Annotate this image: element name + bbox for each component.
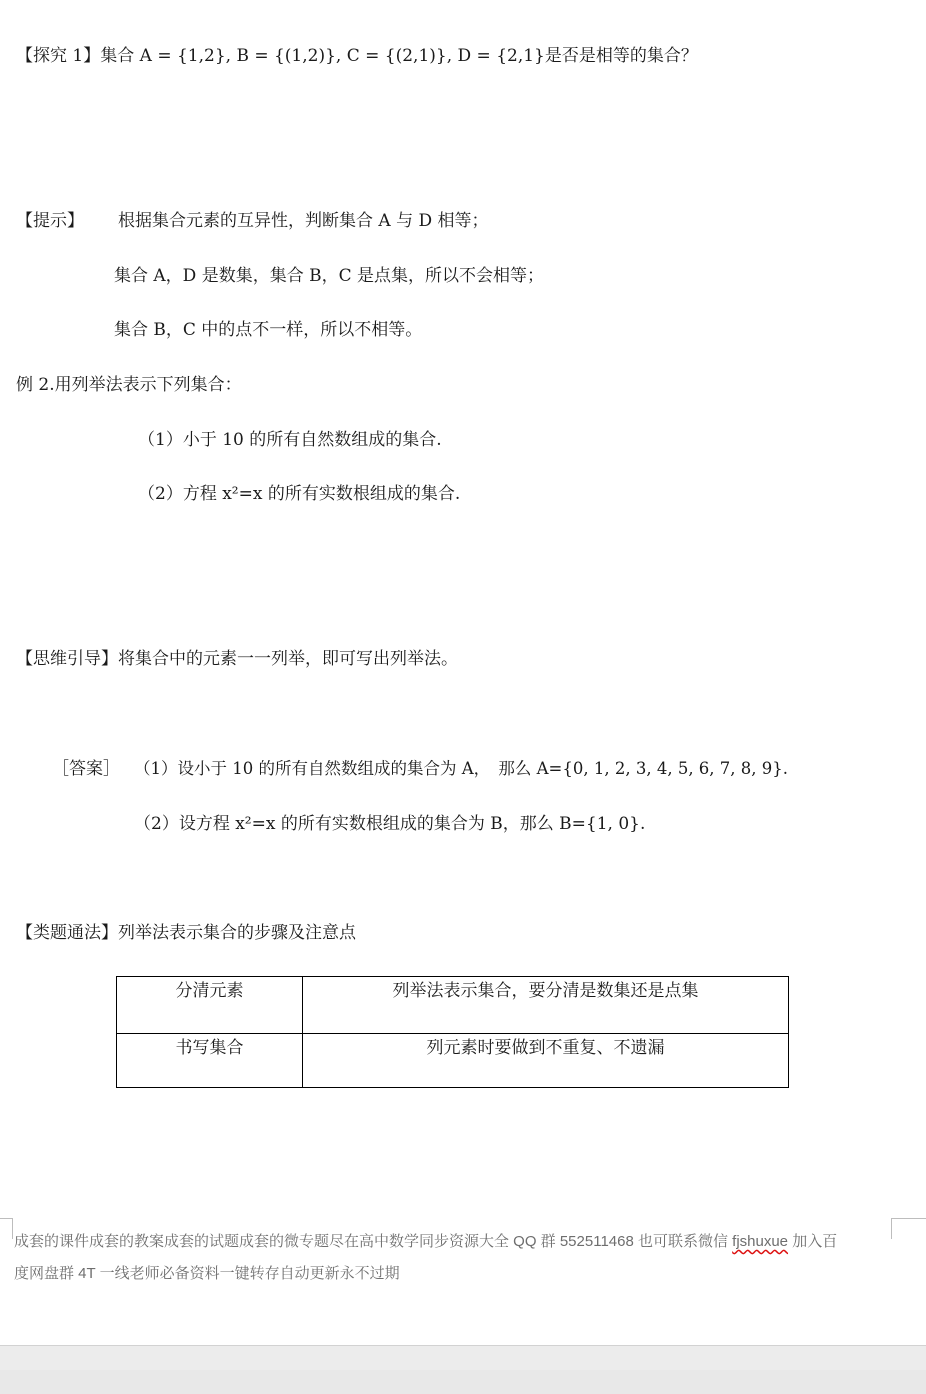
table-cell-key: 分清元素 [117,977,303,1034]
page-gap [0,1345,926,1394]
page-corner-mark-left [0,1218,13,1239]
footer-wechat-id: fjshuxue [732,1233,789,1250]
method-heading [16,921,356,945]
example-2-item-1: （1）小于 10 的所有自然数组成的集合. [138,430,442,450]
example-2-item-2: （2）方程 x²=x 的所有实数根组成的集合. [138,484,461,504]
table-cell-value: 列举法表示集合，要分清是数集还是点集 [303,977,788,1034]
footer-line-1-prefix: 成套的课件成套的教案成套的试题成套的微专题尽在高中数学同步资源大全 QQ 群 552511468 也可联系微信 [14,1233,733,1250]
answer-line-2: （2）设方程 x²=x 的所有实数根组成的集合为 B，那么 B={1, 0}. [134,814,646,834]
hint-line-3: 集合 B，C 中的点不一样，所以不相等。 [114,320,423,340]
table-cell-key: 书写集合 [117,1034,303,1087]
page-gap-band [0,1346,926,1370]
answer-line-1: （1）设小于 10 的所有自然数组成的集合为 A， 那么 A={0, 1, 2, 3, 4, 5, 6, 7, 8, 9}. [134,759,789,778]
answer-label: ［答案］ [52,759,120,779]
explore-1-text: 集合 A = {1,2}, B = {(1,2)}, C = {(2,1)}, D = {2,1}是否是相等的集合？ [100,46,698,66]
method-label: 【类题通法】 [16,923,118,943]
method-text: 列举法表示集合的步骤及注意点 [118,923,356,943]
steps-table [116,976,789,1088]
hint-line-2: 集合 A，D 是数集，集合 B，C 是点集，所以不会相等； [114,266,545,286]
explore-1-question [16,44,698,68]
example-2-title: 例 2.用列举法表示下列集合： [16,375,242,395]
page-corner-mark-right [891,1218,926,1239]
explore-1-label: 【探究 1】 [16,46,101,66]
footer-line-1 [14,1231,837,1253]
hint-label: 【提示】 [16,211,84,231]
footer-line-1-suffix: 加入百 [788,1233,838,1250]
table-cell-value: 列元素时要做到不重复、不遗漏 [426,1038,665,1058]
thinking-label: 【思维引导】 [16,649,118,669]
thinking-text: 将集合中的元素一一列举，即可写出列举法。 [118,649,458,669]
footer-line-2: 度网盘群 4T 一线老师必备资料一键转存自动更新永不过期 [14,1265,400,1282]
hint-line-1: 根据集合元素的互异性，判断集合 A 与 D 相等； [118,211,489,231]
thinking-guide [16,647,458,671]
